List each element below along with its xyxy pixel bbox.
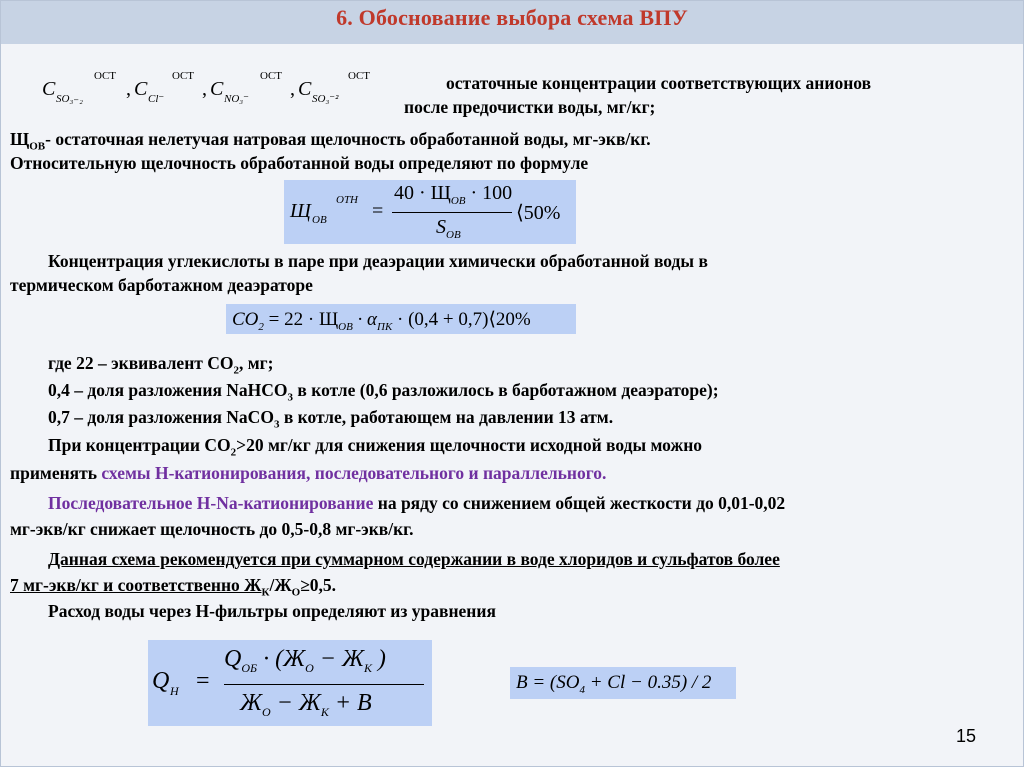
slide-title: 6. Обоснование выбора схема ВПУ [336,5,688,30]
shch-rest: - остаточная нелетучая натровая щелочность обработанной воды, мг-экв/кг. [45,129,651,149]
formula-c4: C [298,78,312,100]
line-07: 0,7 – доля разложения NaCO$_3$ в котле, работающем на давлении 13 атм. [48,407,614,431]
sequential-highlight: Последовательное Н-Na-катионирование [48,493,374,513]
formula-c4-sub: SO₃⁻² [312,93,339,105]
formula-sep2: , [202,78,207,100]
flow-equation-intro: Расход воды через Н-фильтры определяют из уравнения [48,601,496,621]
anion-line-2: после предочистки воды, мг/кг; [404,97,656,117]
recommendation-line-2: 7 мг-экв/кг и соответственно $Ж_К/Ж_О\ge 0,5$. [10,575,337,599]
qh-eq: = [196,668,210,694]
formula-c2-sup: OCT [172,70,194,82]
qh-den: $Ж_О - Ж_К + B$ [240,690,372,719]
qh-lhs: Q [152,668,170,694]
b-expr: $B = (SO_4 + Cl - 0.35) / 2$ [516,672,712,696]
alk-lhs: Щ [290,200,311,222]
formula-c2: C [134,78,148,100]
formula-c3-sup: OCT [260,70,282,82]
sequential-cationization: Последовательное Н-Na-катионирование на ряду со снижением общей жесткости до 0,01-0,02 [48,493,786,513]
formula-co2 [226,304,576,334]
alk-lhs-sub: ОВ [312,214,327,226]
qh-lhs-sub: Н [170,684,179,698]
page-number: 15 [955,726,976,746]
co2-concentration-line-1: Концентрация углекислоты в паре при деаэрации химически обработанной воды в [48,251,708,271]
formula-qh [148,640,432,726]
co2-expr: $CO_2 = 22 \cdot Щ_{ОВ} \cdot \alpha_{ПК} \cdot (0,4$ + 0,7)⟨20% [232,309,531,333]
relative-alkalinity: Относительную щелочность обработанной воды определяют по формуле [10,153,589,173]
formula-sep1: , [126,78,131,100]
schemes-highlight: схемы Н-катионирования, последовательного и параллельного. [101,463,607,483]
formula-c1-sub: SO₃₋₂ [56,93,83,105]
alk-den: $S_{ОВ}$ [436,216,461,241]
formula-c1: C [42,78,56,100]
where-22: где 22 – эквивалент $СО_2$, мг; [48,353,274,377]
qh-fraction-bar [224,684,424,685]
sequential-line-2: мг-экв/кг снижает щелочность до 0,5-0,8 мг-экв/кг. [10,519,414,539]
co2-concentration-line-2: термическом барботажном деаэраторе [10,275,313,295]
qh-num: $Q_{ОБ} \cdot (Ж_О - Ж_К$ ) [224,646,386,675]
alk-eq: = [372,200,384,222]
co2-condition: При концентрации $СО_2>20$ мг/кг для снижения щелочности исходной воды можно [48,435,703,459]
shch-symbol: Щ [10,129,30,149]
formula-c1-sup: OCT [94,70,116,82]
recommendation-line-1: Данная схема рекомендуется при суммарном содержании в воде хлоридов и сульфатов более [48,549,780,569]
formula-relative-alkalinity [284,180,576,244]
formula-c3: C [210,78,224,100]
shch-sub: ОВ [29,140,46,153]
line-04: 0,4 – доля разложения NaHCO$_3$ в котле (0,6 разложилось в барботажном деаэраторе); [48,380,719,404]
concentration-formula [42,70,372,110]
alk-tail: ⟨50% [516,202,561,224]
apply-schemes: применять схемы Н-катионирования, последовательного и параллельного. [10,463,607,483]
alk-lhs-sup: ОТН [336,194,359,206]
alk-fraction-bar [392,212,512,213]
alk-num: $40 \cdot Щ_{ОВ} \cdot 100$ [394,182,513,207]
formula-sep3: , [290,78,295,100]
formula-c4-sup: OCT [348,70,370,82]
anion-line-1: остаточные концентрации соответствующих анионов [446,73,872,93]
formula-c2-sub: Cl⁻ [148,93,165,105]
formula-b [510,667,736,699]
formula-c3-sub: NO₃⁻ [224,93,249,105]
